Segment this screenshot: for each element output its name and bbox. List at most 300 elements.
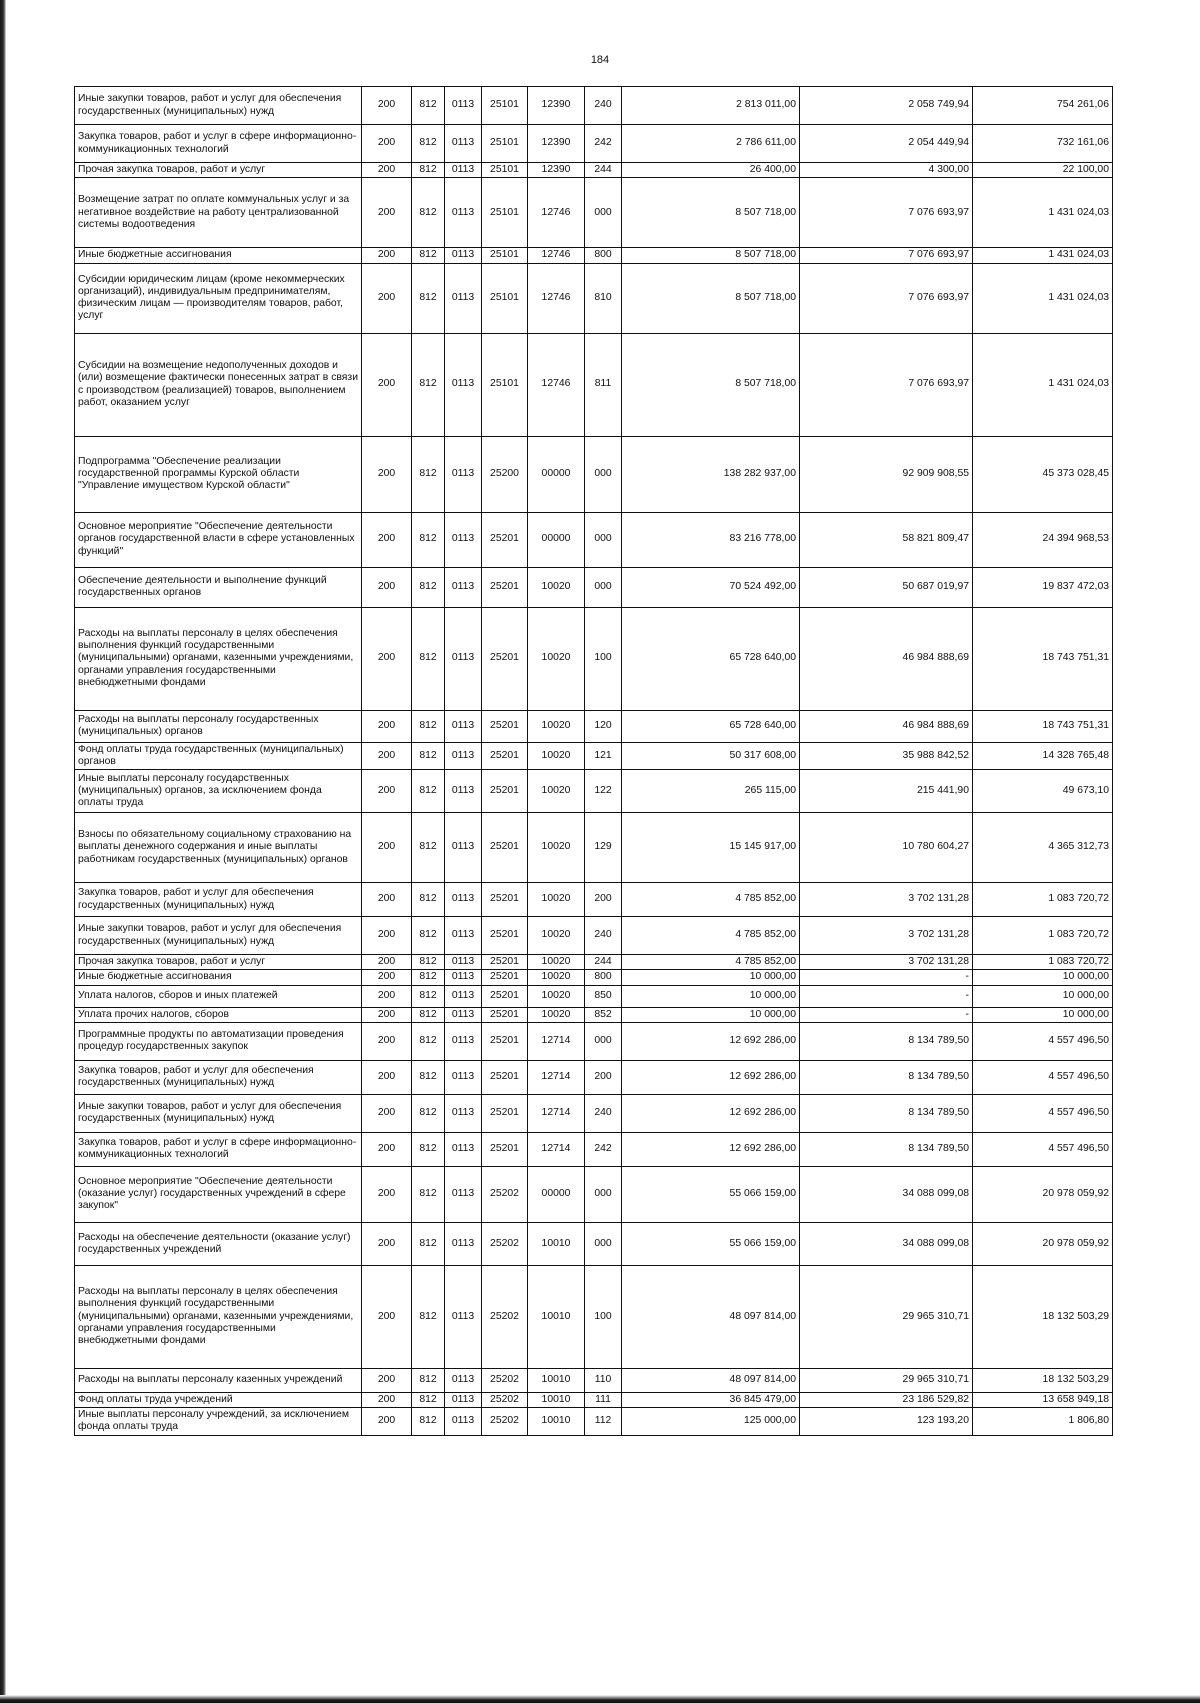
code-section: 200 [362, 917, 412, 955]
amount-approved: 48 097 814,00 [622, 1368, 800, 1392]
row-label: Основное мероприятие "Обеспечение деятельности органов государственной власти в сфере установленных функций" [75, 512, 362, 567]
code-direction: 12390 [528, 125, 585, 163]
code-section: 200 [362, 1408, 412, 1436]
code-ministry: 812 [412, 263, 445, 333]
amount-executed: 34 088 099,08 [800, 1166, 973, 1222]
table-row [75, 1022, 1113, 1060]
row-label: Фонд оплаты труда учреждений [75, 1392, 362, 1407]
code-ministry: 812 [412, 567, 445, 607]
code-ministry: 812 [412, 333, 445, 436]
amount-executed: 2 054 449,94 [800, 125, 973, 163]
code-program: 25101 [482, 248, 528, 263]
amount-remaining: 20 978 059,92 [973, 1222, 1113, 1265]
code-section: 200 [362, 955, 412, 970]
row-label: Расходы на выплаты персоналу в целях обеспечения выполнения функций государственными (муниципальными) органами, казенными учреждениями, органами управления государственными внебюджетными фондами [75, 607, 362, 710]
code-program: 25201 [482, 970, 528, 985]
code-subsection: 0113 [445, 263, 482, 333]
code-program: 25201 [482, 710, 528, 742]
amount-executed: 29 965 310,71 [800, 1368, 973, 1392]
code-subsection: 0113 [445, 248, 482, 263]
code-subsection: 0113 [445, 1007, 482, 1022]
code-expense-type: 200 [585, 1060, 622, 1094]
code-expense-type: 240 [585, 87, 622, 125]
code-section: 200 [362, 813, 412, 883]
row-label: Иные закупки товаров, работ и услуг для обеспечения государственных (муниципальных) нужд [75, 1094, 362, 1132]
code-section: 200 [362, 163, 412, 178]
amount-approved: 8 507 718,00 [622, 333, 800, 436]
code-program: 25202 [482, 1408, 528, 1436]
table-row [75, 333, 1113, 436]
code-subsection: 0113 [445, 1060, 482, 1094]
code-direction: 10020 [528, 1007, 585, 1022]
code-subsection: 0113 [445, 436, 482, 512]
code-direction: 10010 [528, 1265, 585, 1368]
code-program: 25201 [482, 883, 528, 917]
code-subsection: 0113 [445, 1222, 482, 1265]
code-ministry: 812 [412, 512, 445, 567]
code-direction: 00000 [528, 512, 585, 567]
code-expense-type: 000 [585, 436, 622, 512]
amount-remaining: 18 132 503,29 [973, 1265, 1113, 1368]
row-label: Иные выплаты персоналу учреждений, за исключением фонда оплаты труда [75, 1408, 362, 1436]
amount-approved: 4 785 852,00 [622, 883, 800, 917]
code-ministry: 812 [412, 607, 445, 710]
amount-executed: 8 134 789,50 [800, 1022, 973, 1060]
code-direction: 10010 [528, 1368, 585, 1392]
table-row [75, 125, 1113, 163]
row-label: Уплата прочих налогов, сборов [75, 1007, 362, 1022]
table-row [75, 1132, 1113, 1166]
table-row [75, 883, 1113, 917]
amount-remaining: 4 557 496,50 [973, 1060, 1113, 1094]
code-section: 200 [362, 178, 412, 248]
amount-remaining: 1 431 024,03 [973, 263, 1113, 333]
amount-executed: 8 134 789,50 [800, 1132, 973, 1166]
code-direction: 12390 [528, 163, 585, 178]
code-program: 25201 [482, 985, 528, 1007]
code-direction: 12746 [528, 248, 585, 263]
code-section: 200 [362, 1094, 412, 1132]
row-label: Расходы на выплаты персоналу казенных учреждений [75, 1368, 362, 1392]
row-label: Субсидии на возмещение недополученных доходов и (или) возмещение фактически понесенных затрат в связи с производством (реализацией) товаров, выполнением работ, оказанием услуг [75, 333, 362, 436]
code-direction: 12714 [528, 1132, 585, 1166]
amount-executed: 4 300,00 [800, 163, 973, 178]
code-ministry: 812 [412, 248, 445, 263]
code-program: 25202 [482, 1265, 528, 1368]
table-row [75, 263, 1113, 333]
code-expense-type: 000 [585, 1166, 622, 1222]
table-row [75, 742, 1113, 770]
table-row [75, 607, 1113, 710]
code-program: 25202 [482, 1392, 528, 1407]
amount-approved: 55 066 159,00 [622, 1222, 800, 1265]
amount-executed: 58 821 809,47 [800, 512, 973, 567]
amount-approved: 10 000,00 [622, 970, 800, 985]
row-label: Иные бюджетные ассигнования [75, 248, 362, 263]
amount-executed: 10 780 604,27 [800, 813, 973, 883]
amount-executed: 34 088 099,08 [800, 1222, 973, 1265]
code-program: 25201 [482, 1132, 528, 1166]
amount-remaining: 732 161,06 [973, 125, 1113, 163]
amount-remaining: 4 365 312,73 [973, 813, 1113, 883]
code-program: 25201 [482, 917, 528, 955]
code-direction: 12746 [528, 263, 585, 333]
code-expense-type: 000 [585, 512, 622, 567]
row-label: Расходы на выплаты персоналу государственных (муниципальных) органов [75, 710, 362, 742]
amount-remaining: 13 658 949,18 [973, 1392, 1113, 1407]
row-label: Расходы на выплаты персоналу в целях обеспечения выполнения функций государственными (муниципальными) органами, казенными учреждениями, органами управления государственными внебюджетными фондами [75, 1265, 362, 1368]
code-expense-type: 240 [585, 1094, 622, 1132]
code-expense-type: 244 [585, 955, 622, 970]
row-label: Возмещение затрат по оплате коммунальных услуг и за негативное воздействие на работу централизованной системы водоотведения [75, 178, 362, 248]
amount-remaining: 18 132 503,29 [973, 1368, 1113, 1392]
table-row [75, 985, 1113, 1007]
code-direction: 10020 [528, 567, 585, 607]
code-subsection: 0113 [445, 813, 482, 883]
amount-executed: 46 984 888,69 [800, 607, 973, 710]
code-ministry: 812 [412, 742, 445, 770]
table-row [75, 436, 1113, 512]
amount-executed: 7 076 693,97 [800, 263, 973, 333]
code-direction: 12390 [528, 87, 585, 125]
code-subsection: 0113 [445, 1368, 482, 1392]
code-direction: 10020 [528, 607, 585, 710]
code-expense-type: 100 [585, 607, 622, 710]
code-subsection: 0113 [445, 512, 482, 567]
code-section: 200 [362, 263, 412, 333]
amount-remaining: 754 261,06 [973, 87, 1113, 125]
code-subsection: 0113 [445, 178, 482, 248]
amount-executed: - [800, 985, 973, 1007]
table-row [75, 512, 1113, 567]
code-section: 200 [362, 883, 412, 917]
code-program: 25201 [482, 1022, 528, 1060]
code-ministry: 812 [412, 917, 445, 955]
code-program: 25101 [482, 333, 528, 436]
code-ministry: 812 [412, 1222, 445, 1265]
amount-approved: 8 507 718,00 [622, 178, 800, 248]
amount-executed: 7 076 693,97 [800, 248, 973, 263]
amount-remaining: 20 978 059,92 [973, 1166, 1113, 1222]
row-label: Программные продукты по автоматизации проведения процедур государственных закупок [75, 1022, 362, 1060]
code-subsection: 0113 [445, 742, 482, 770]
row-label: Расходы на обеспечение деятельности (оказание услуг) государственных учреждений [75, 1222, 362, 1265]
code-subsection: 0113 [445, 1022, 482, 1060]
table-row [75, 178, 1113, 248]
amount-approved: 12 692 286,00 [622, 1132, 800, 1166]
code-section: 200 [362, 1060, 412, 1094]
amount-remaining: 4 557 496,50 [973, 1022, 1113, 1060]
table-row [75, 1060, 1113, 1094]
code-ministry: 812 [412, 178, 445, 248]
amount-executed: 35 988 842,52 [800, 742, 973, 770]
code-direction: 10020 [528, 742, 585, 770]
code-section: 200 [362, 1007, 412, 1022]
code-ministry: 812 [412, 1265, 445, 1368]
code-subsection: 0113 [445, 1392, 482, 1407]
row-label: Иные бюджетные ассигнования [75, 970, 362, 985]
code-ministry: 812 [412, 1408, 445, 1436]
code-section: 200 [362, 1132, 412, 1166]
amount-executed: 7 076 693,97 [800, 333, 973, 436]
code-direction: 10020 [528, 770, 585, 813]
budget-table [74, 86, 1113, 1436]
row-label: Иные закупки товаров, работ и услуг для обеспечения государственных (муниципальных) нужд [75, 917, 362, 955]
code-section: 200 [362, 970, 412, 985]
row-label: Подпрограмма "Обеспечение реализации государственной программы Курской области "Управление имуществом Курской области" [75, 436, 362, 512]
code-expense-type: 811 [585, 333, 622, 436]
amount-remaining: 45 373 028,45 [973, 436, 1113, 512]
amount-remaining: 1 431 024,03 [973, 333, 1113, 436]
code-section: 200 [362, 770, 412, 813]
amount-remaining: 18 743 751,31 [973, 710, 1113, 742]
row-label: Закупка товаров, работ и услуг в сфере информационно-коммуникационных технологий [75, 125, 362, 163]
code-section: 200 [362, 1265, 412, 1368]
amount-approved: 10 000,00 [622, 985, 800, 1007]
row-label: Иные выплаты персоналу государственных (муниципальных) органов, за исключением фонда оплаты труда [75, 770, 362, 813]
amount-remaining: 18 743 751,31 [973, 607, 1113, 710]
code-ministry: 812 [412, 985, 445, 1007]
code-program: 25201 [482, 1060, 528, 1094]
code-section: 200 [362, 567, 412, 607]
code-subsection: 0113 [445, 1265, 482, 1368]
code-direction: 10010 [528, 1408, 585, 1436]
amount-approved: 55 066 159,00 [622, 1166, 800, 1222]
code-expense-type: 800 [585, 248, 622, 263]
code-expense-type: 852 [585, 1007, 622, 1022]
amount-executed: 3 702 131,28 [800, 955, 973, 970]
code-subsection: 0113 [445, 567, 482, 607]
table-row [75, 710, 1113, 742]
code-section: 200 [362, 607, 412, 710]
amount-approved: 83 216 778,00 [622, 512, 800, 567]
code-section: 200 [362, 87, 412, 125]
code-direction: 00000 [528, 1166, 585, 1222]
amount-executed: 3 702 131,28 [800, 917, 973, 955]
table-row [75, 567, 1113, 607]
code-ministry: 812 [412, 1166, 445, 1222]
amount-approved: 12 692 286,00 [622, 1060, 800, 1094]
code-direction: 12746 [528, 178, 585, 248]
row-label: Закупка товаров, работ и услуг для обеспечения государственных (муниципальных) нужд [75, 883, 362, 917]
code-program: 25201 [482, 1094, 528, 1132]
code-program: 25201 [482, 512, 528, 567]
code-expense-type: 810 [585, 263, 622, 333]
amount-approved: 12 692 286,00 [622, 1094, 800, 1132]
code-program: 25202 [482, 1368, 528, 1392]
amount-approved: 15 145 917,00 [622, 813, 800, 883]
table-row [75, 770, 1113, 813]
code-expense-type: 100 [585, 1265, 622, 1368]
code-direction: 12746 [528, 333, 585, 436]
amount-executed: 50 687 019,97 [800, 567, 973, 607]
scan-left-edge [0, 0, 6, 1703]
code-section: 200 [362, 742, 412, 770]
code-expense-type: 240 [585, 917, 622, 955]
table-row [75, 87, 1113, 125]
code-expense-type: 000 [585, 1222, 622, 1265]
amount-approved: 10 000,00 [622, 1007, 800, 1022]
code-expense-type: 112 [585, 1408, 622, 1436]
code-subsection: 0113 [445, 770, 482, 813]
table-row [75, 917, 1113, 955]
amount-remaining: 24 394 968,53 [973, 512, 1113, 567]
code-ministry: 812 [412, 1132, 445, 1166]
code-direction: 12714 [528, 1022, 585, 1060]
amount-executed: 46 984 888,69 [800, 710, 973, 742]
code-subsection: 0113 [445, 333, 482, 436]
code-expense-type: 000 [585, 178, 622, 248]
amount-executed: 123 193,20 [800, 1408, 973, 1436]
code-direction: 10020 [528, 710, 585, 742]
code-ministry: 812 [412, 163, 445, 178]
code-ministry: 812 [412, 1060, 445, 1094]
amount-remaining: 14 328 765,48 [973, 742, 1113, 770]
code-section: 200 [362, 1022, 412, 1060]
amount-executed: 23 186 529,82 [800, 1392, 973, 1407]
code-program: 25101 [482, 163, 528, 178]
code-section: 200 [362, 436, 412, 512]
code-expense-type: 120 [585, 710, 622, 742]
code-subsection: 0113 [445, 917, 482, 955]
row-label: Прочая закупка товаров, работ и услуг [75, 163, 362, 178]
amount-executed: - [800, 970, 973, 985]
table-row [75, 248, 1113, 263]
code-program: 25202 [482, 1222, 528, 1265]
page-number: 184 [590, 54, 610, 66]
code-subsection: 0113 [445, 970, 482, 985]
code-direction: 12714 [528, 1094, 585, 1132]
amount-executed: 215 441,90 [800, 770, 973, 813]
code-ministry: 812 [412, 883, 445, 917]
code-program: 25101 [482, 125, 528, 163]
code-expense-type: 000 [585, 1022, 622, 1060]
amount-executed: 2 058 749,94 [800, 87, 973, 125]
table-row [75, 1392, 1113, 1407]
code-ministry: 812 [412, 125, 445, 163]
amount-approved: 26 400,00 [622, 163, 800, 178]
amount-approved: 12 692 286,00 [622, 1022, 800, 1060]
amount-approved: 50 317 608,00 [622, 742, 800, 770]
code-expense-type: 800 [585, 970, 622, 985]
code-program: 25201 [482, 607, 528, 710]
code-subsection: 0113 [445, 125, 482, 163]
code-direction: 10010 [528, 1392, 585, 1407]
code-program: 25200 [482, 436, 528, 512]
code-direction: 10020 [528, 970, 585, 985]
amount-remaining: 1 431 024,03 [973, 178, 1113, 248]
code-program: 25201 [482, 1007, 528, 1022]
code-program: 25101 [482, 87, 528, 125]
amount-approved: 65 728 640,00 [622, 607, 800, 710]
code-subsection: 0113 [445, 955, 482, 970]
amount-remaining: 1 806,80 [973, 1408, 1113, 1436]
amount-approved: 36 845 479,00 [622, 1392, 800, 1407]
amount-executed: 7 076 693,97 [800, 178, 973, 248]
code-subsection: 0113 [445, 607, 482, 710]
amount-executed: 3 702 131,28 [800, 883, 973, 917]
amount-approved: 265 115,00 [622, 770, 800, 813]
amount-approved: 125 000,00 [622, 1408, 800, 1436]
code-expense-type: 242 [585, 125, 622, 163]
amount-remaining: 1 083 720,72 [973, 917, 1113, 955]
amount-remaining: 1 083 720,72 [973, 883, 1113, 917]
amount-remaining: 4 557 496,50 [973, 1094, 1113, 1132]
code-subsection: 0113 [445, 710, 482, 742]
scan-bottom-edge [0, 1695, 1200, 1703]
code-ministry: 812 [412, 955, 445, 970]
row-label: Субсидии юридическим лицам (кроме некоммерческих организаций), индивидуальным предпринимателям, физическим лицам — производителям товаров, работ, услуг [75, 263, 362, 333]
row-label: Основное мероприятие "Обеспечение деятельности (оказание услуг) государственных учреждений в сфере закупок" [75, 1166, 362, 1222]
code-expense-type: 110 [585, 1368, 622, 1392]
row-label: Закупка товаров, работ и услуг в сфере информационно-коммуникационных технологий [75, 1132, 362, 1166]
code-ministry: 812 [412, 710, 445, 742]
table-row [75, 955, 1113, 970]
table-row [75, 1094, 1113, 1132]
code-ministry: 812 [412, 1094, 445, 1132]
code-direction: 10020 [528, 917, 585, 955]
code-ministry: 812 [412, 1007, 445, 1022]
code-ministry: 812 [412, 970, 445, 985]
table-row [75, 1265, 1113, 1368]
code-ministry: 812 [412, 436, 445, 512]
code-subsection: 0113 [445, 985, 482, 1007]
code-direction: 10020 [528, 813, 585, 883]
code-ministry: 812 [412, 1368, 445, 1392]
row-label: Взносы по обязательному социальному страхованию на выплаты денежного содержания и иные выплаты работникам государственных (муниципальных) органов [75, 813, 362, 883]
code-section: 200 [362, 125, 412, 163]
code-expense-type: 122 [585, 770, 622, 813]
table-row [75, 813, 1113, 883]
code-direction: 10020 [528, 985, 585, 1007]
amount-approved: 138 282 937,00 [622, 436, 800, 512]
amount-remaining: 10 000,00 [973, 1007, 1113, 1022]
code-subsection: 0113 [445, 87, 482, 125]
table-row [75, 970, 1113, 985]
code-direction: 00000 [528, 436, 585, 512]
table-row [75, 1222, 1113, 1265]
code-expense-type: 000 [585, 567, 622, 607]
amount-remaining: 49 673,10 [973, 770, 1113, 813]
code-direction: 12714 [528, 1060, 585, 1094]
amount-approved: 4 785 852,00 [622, 917, 800, 955]
row-label: Закупка товаров, работ и услуг для обеспечения государственных (муниципальных) нужд [75, 1060, 362, 1094]
code-section: 200 [362, 512, 412, 567]
row-label: Уплата налогов, сборов и иных платежей [75, 985, 362, 1007]
amount-remaining: 10 000,00 [973, 985, 1113, 1007]
code-section: 200 [362, 710, 412, 742]
code-section: 200 [362, 1368, 412, 1392]
amount-executed: 92 909 908,55 [800, 436, 973, 512]
code-expense-type: 850 [585, 985, 622, 1007]
code-subsection: 0113 [445, 1166, 482, 1222]
amount-approved: 70 524 492,00 [622, 567, 800, 607]
code-expense-type: 200 [585, 883, 622, 917]
code-program: 25201 [482, 742, 528, 770]
code-program: 25202 [482, 1166, 528, 1222]
amount-executed: 8 134 789,50 [800, 1060, 973, 1094]
code-subsection: 0113 [445, 883, 482, 917]
code-subsection: 0113 [445, 1408, 482, 1436]
code-program: 25101 [482, 263, 528, 333]
code-section: 200 [362, 1166, 412, 1222]
code-section: 200 [362, 1222, 412, 1265]
amount-remaining: 1 083 720,72 [973, 955, 1113, 970]
code-section: 200 [362, 985, 412, 1007]
code-subsection: 0113 [445, 163, 482, 178]
code-program: 25101 [482, 178, 528, 248]
code-expense-type: 242 [585, 1132, 622, 1166]
